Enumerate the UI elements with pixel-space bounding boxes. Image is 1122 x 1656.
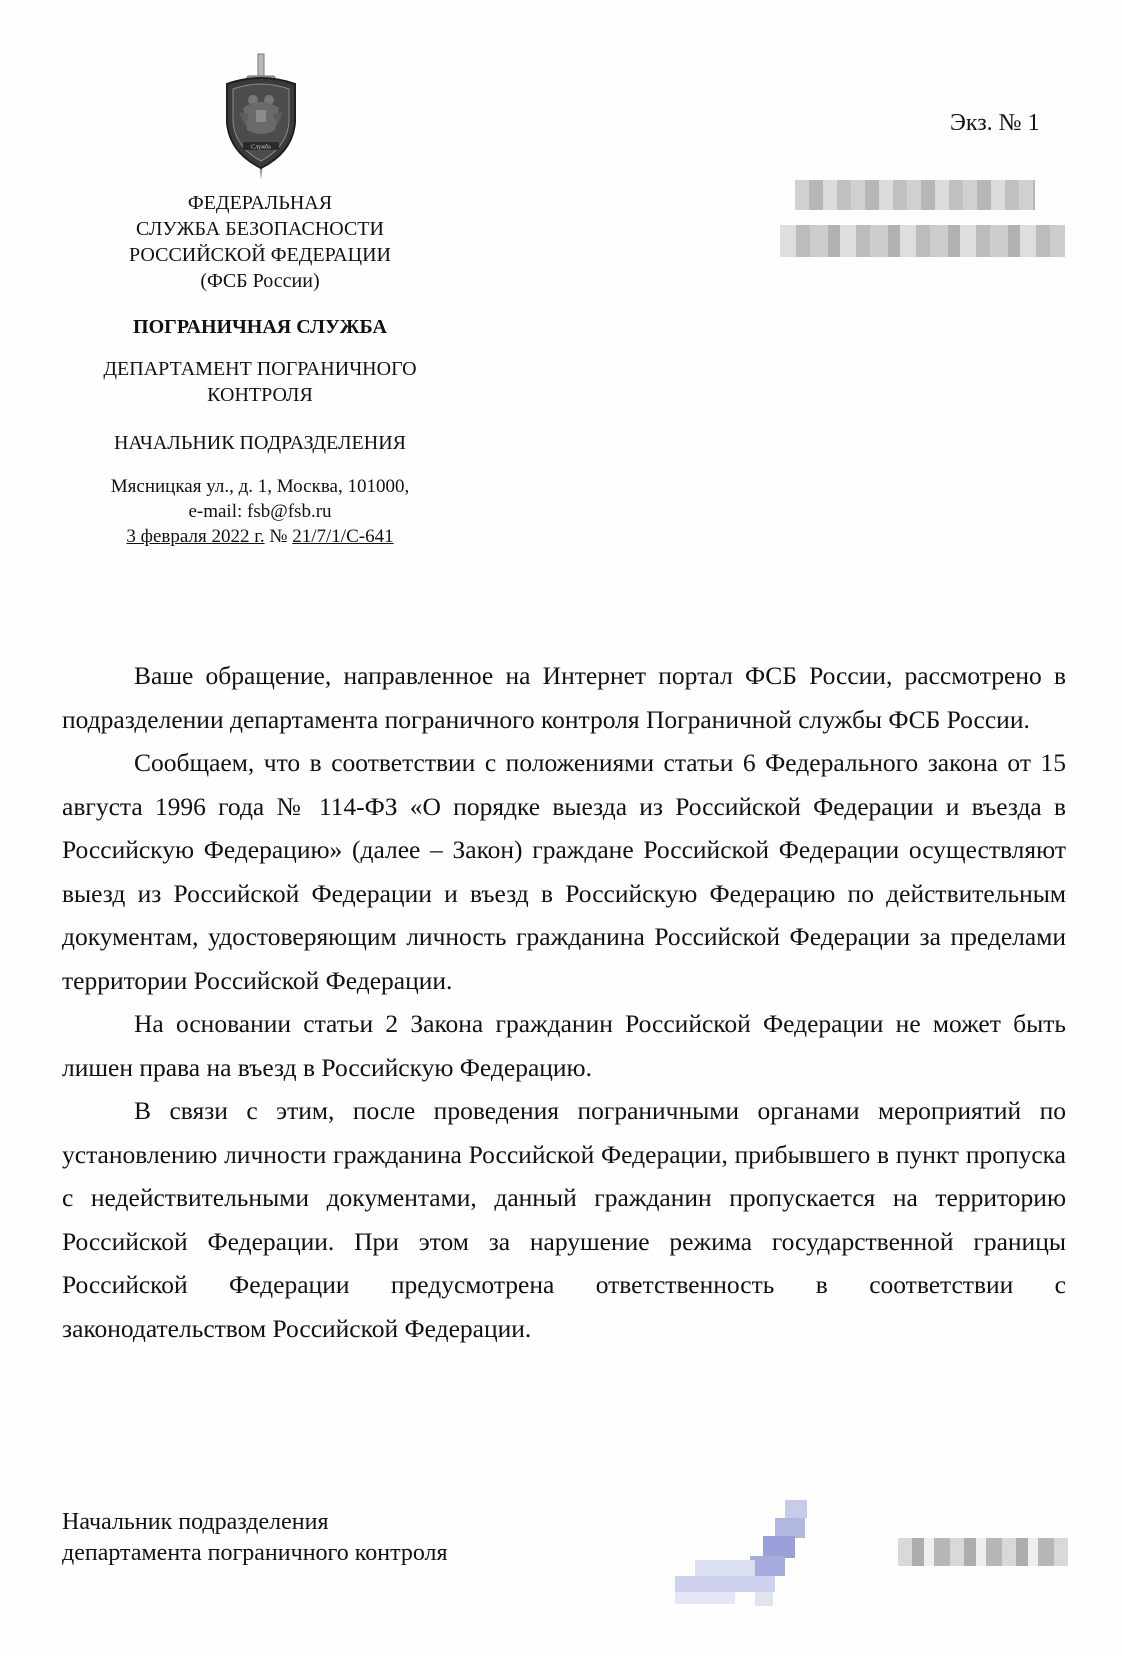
copy-number: Экз. № 1 xyxy=(950,110,1040,136)
body-paragraph: В связи с этим, после проведения пограничными органами мероприятий по установлению личности гражданина Российской Федерации, прибывшего в пункт пропуска с недействительными документами, данный гражданин пропускается на территорию Российской Федерации. При этом за нарушение режима государственной границы Российской Федерации предусмотрена ответственность в соответствии с законодательством Российской Федерации. xyxy=(62,1096,1066,1343)
letter-date: 3 февраля 2022 г. xyxy=(126,526,265,547)
service-name: ПОГРАНИЧНАЯ СЛУЖБА xyxy=(133,316,387,338)
department-name xyxy=(60,356,460,408)
registration-number: 21/7/1/С-641 xyxy=(292,526,394,547)
agency-abbreviation: (ФСБ России) xyxy=(200,270,320,292)
signature-pixel-blocks xyxy=(675,1500,807,1606)
redacted-addressee-name xyxy=(795,180,1035,210)
redacted-addressee-contact xyxy=(780,225,1065,257)
department-line: КОНТРОЛЯ xyxy=(207,384,313,406)
body-paragraph: Ваше обращение, направленное на Интернет портал ФСБ России, рассмотрено в подразделении департамента пограничного контроля Пограничной службы ФСБ России. xyxy=(62,661,1066,734)
sender-address: Мясницкая ул., д. 1, Москва, 101000, xyxy=(110,476,410,497)
agency-line: ФЕДЕРАЛЬНАЯ xyxy=(187,192,333,214)
sender-address-block xyxy=(60,474,460,524)
agency-line: СЛУЖБА БЕЗОПАСНОСТИ xyxy=(136,218,384,240)
number-sign: № xyxy=(269,526,288,547)
redacted-signatory-name xyxy=(898,1538,1068,1566)
registration-line xyxy=(60,524,460,549)
sender-email: e-mail: fsb@fsb.ru xyxy=(188,501,332,522)
body-paragraph: Сообщаем, что в соответствии с положениями статьи 6 Федерального закона от 15 августа 1996 года № 114-ФЗ «О порядке выезда из Российской Федерации и въезда в Российскую Федерацию» (далее – Закон) граждане Российской Федерации осуществляют выезд из Российской Федерации и въезд в Российскую Федерацию по действительным документам, удостоверяющим личность гражданина Российской Федерации за пределами территории Российской Федерации. xyxy=(62,748,1066,995)
agency-name xyxy=(60,190,460,294)
redacted-signature xyxy=(655,1500,905,1610)
agency-line: РОССИЙСКОЙ ФЕДЕРАЦИИ xyxy=(129,244,391,266)
letterhead xyxy=(60,190,460,549)
emblem-ribbon-text: Служба xyxy=(251,144,271,151)
signatory-title-line: Начальник подразделения xyxy=(62,1509,329,1535)
sender-position: НАЧАЛЬНИК ПОДРАЗДЕЛЕНИЯ xyxy=(113,432,406,454)
letter-body xyxy=(62,654,1066,1350)
body-paragraph: На основании статьи 2 Закона гражданин Российской Федерации не может быть лишен права на въезд в Российскую Федерацию. xyxy=(62,1009,1066,1082)
department-line: ДЕПАРТАМЕНТ ПОГРАНИЧНОГО xyxy=(103,358,417,380)
signatory-title xyxy=(62,1507,448,1569)
signatory-title-line: департамента пограничного контроля xyxy=(62,1540,448,1566)
fsb-shield-emblem-icon xyxy=(221,52,301,182)
